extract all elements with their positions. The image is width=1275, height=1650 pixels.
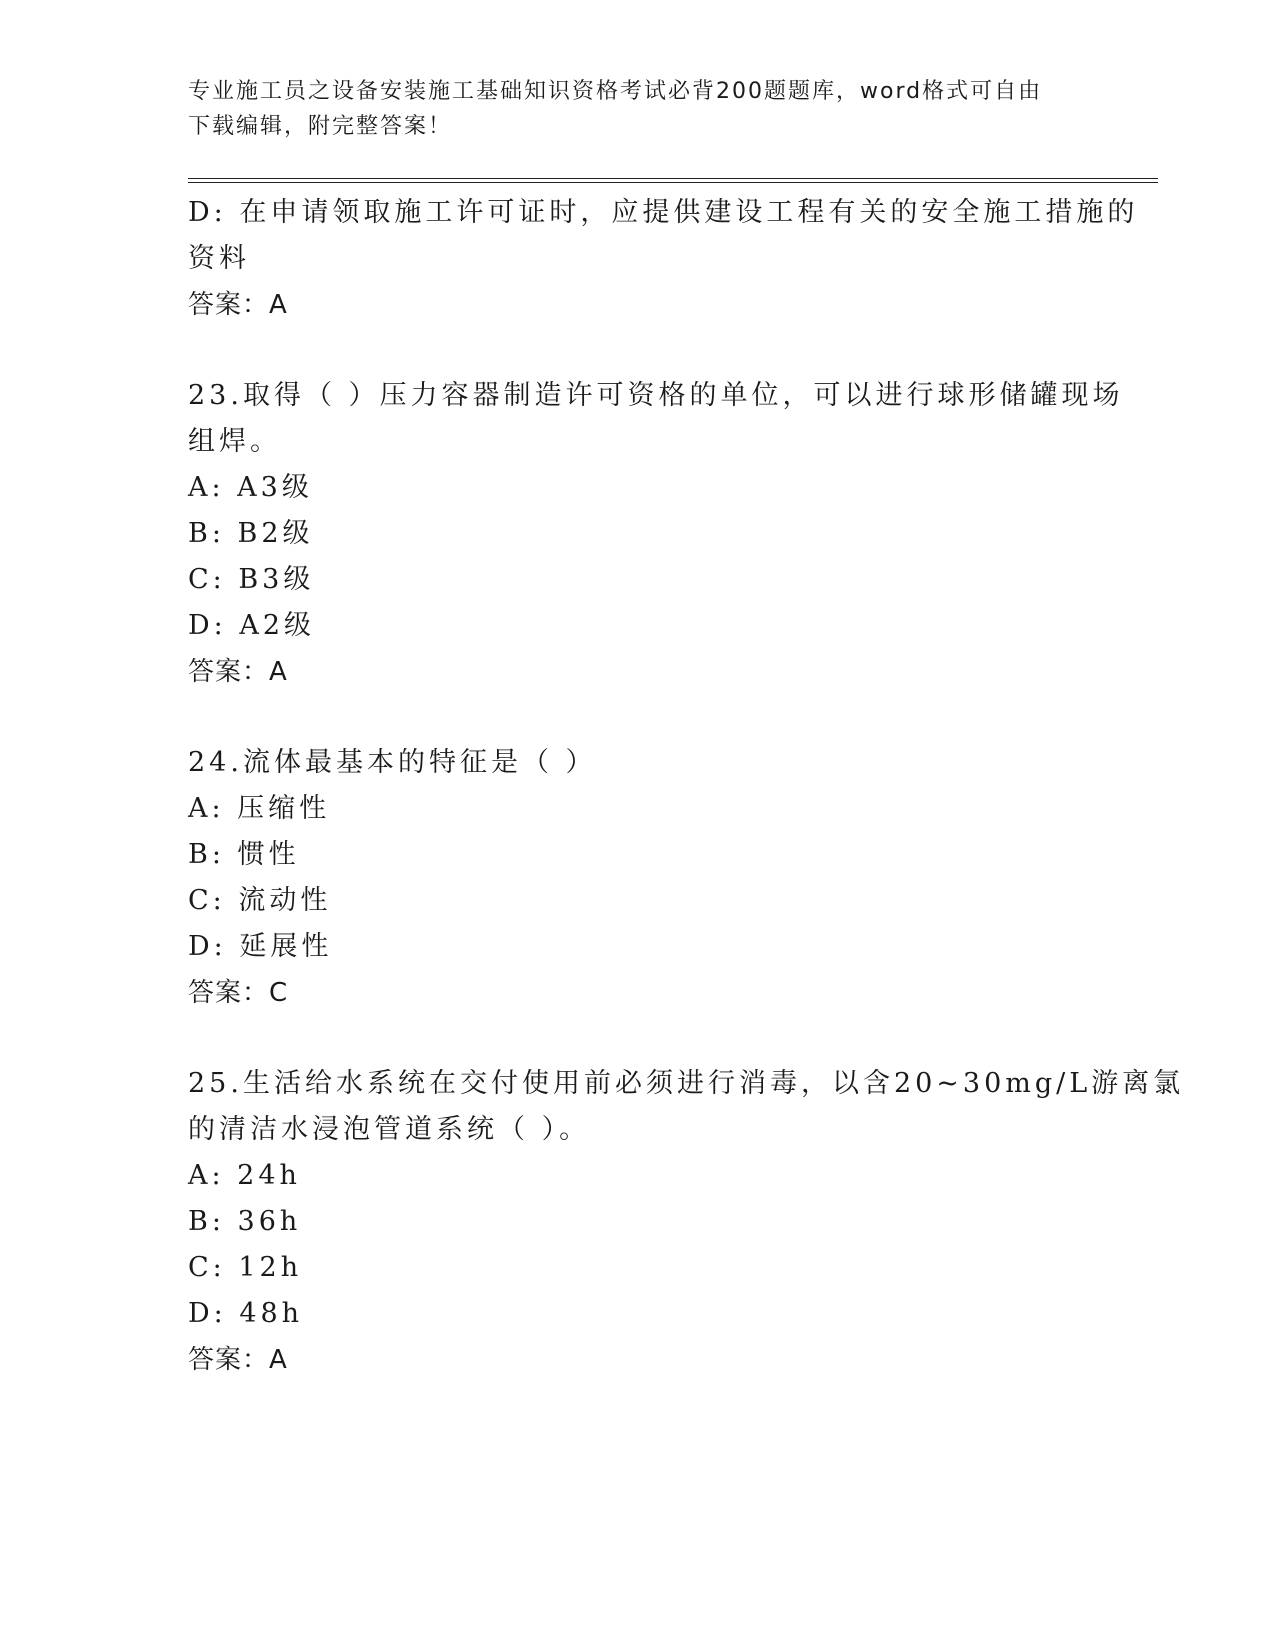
document-header — [188, 74, 1088, 144]
option-d: D: 延展性 — [188, 931, 333, 962]
question-content — [188, 190, 1185, 1383]
option-a: A: 24h — [188, 1160, 301, 1191]
option-a: A: 压缩性 — [188, 793, 331, 824]
spacer — [188, 328, 1088, 373]
header-divider-top — [188, 178, 1158, 179]
option-c: C: B3级 — [188, 564, 315, 595]
question-stem-line-2: 组焊。 — [188, 426, 281, 457]
option-d: D: A2级 — [188, 610, 316, 641]
answer-line: 答案：A — [188, 657, 288, 687]
header-line-2: 下载编辑，附完整答案！ — [188, 114, 453, 139]
header-divider-bottom — [188, 182, 1158, 183]
answer-line: 答案：A — [188, 1345, 288, 1375]
question-stem-line-2: 的清洁水浸泡管道系统（ ）。 — [188, 1114, 591, 1145]
option-d-line-1: D: 在申请领取施工许可证时，应提供建设工程有关的安全施工措施的 — [188, 197, 1139, 228]
spacer — [188, 695, 1088, 740]
option-b: B: 惯性 — [188, 839, 300, 870]
option-d-line-2: 资料 — [188, 243, 250, 274]
option-b: B: B2级 — [188, 518, 314, 549]
question-stem-line-1: 25.生活给水系统在交付使用前必须进行消毒，以含20~30mg/L游离氯 — [188, 1068, 1185, 1099]
previous-question-tail — [188, 190, 1139, 328]
question-24 — [188, 740, 1088, 1016]
question-stem-line-1: 24.流体最基本的特征是（ ） — [188, 747, 597, 778]
option-d: D: 48h — [188, 1298, 304, 1329]
spacer — [188, 1016, 1088, 1061]
question-25 — [188, 1061, 1185, 1383]
question-stem-line-1: 23.取得（ ）压力容器制造许可资格的单位，可以进行球形储罐现场 — [188, 380, 1124, 411]
answer-line: 答案：A — [188, 290, 288, 320]
header-line-1: 专业施工员之设备安装施工基础知识资格考试必背200题题库，word格式可自由 — [188, 79, 1043, 104]
option-b: B: 36h — [188, 1206, 302, 1237]
answer-line: 答案：C — [188, 978, 289, 1008]
option-c: C: 12h — [188, 1252, 303, 1283]
option-a: A: A3级 — [188, 472, 313, 503]
option-c: C: 流动性 — [188, 885, 332, 916]
question-23 — [188, 373, 1124, 695]
